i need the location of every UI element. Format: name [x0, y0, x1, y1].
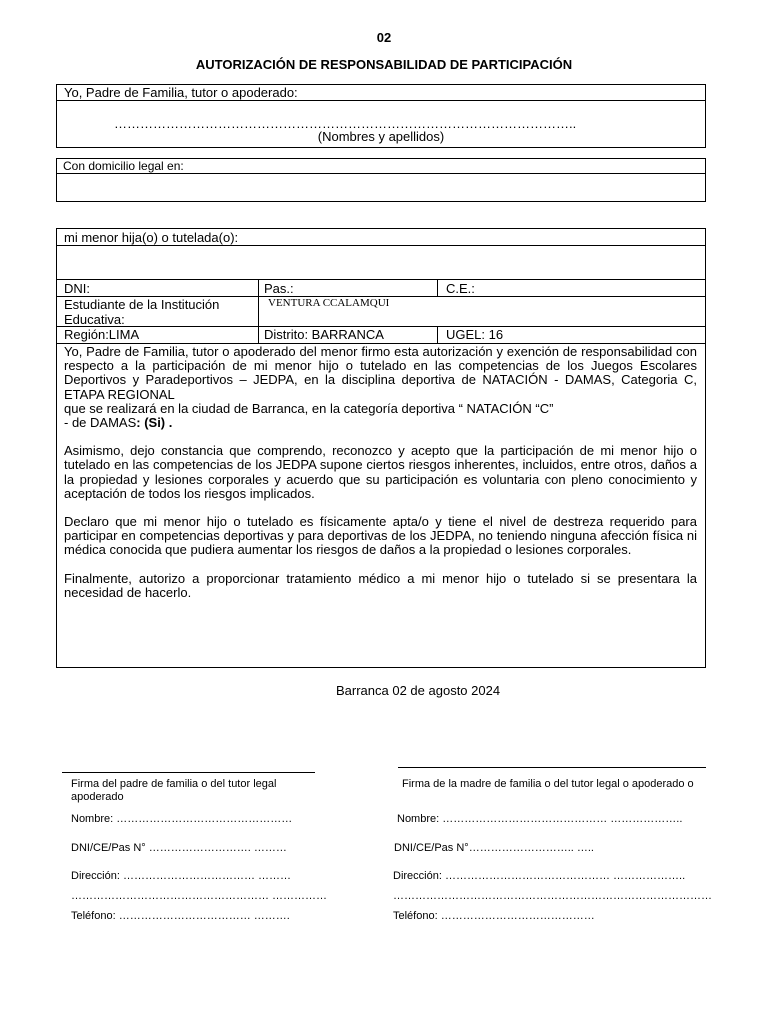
- left-dni: DNI/CE/Pas N° ………………………. ………: [71, 842, 287, 854]
- right-direccion: Dirección: ……………………………………… ………………..: [393, 870, 686, 882]
- damas-text: - de DAMAS: [64, 415, 137, 431]
- left-signature-caption: Firma del padre de familia o del tutor legal apoderado: [71, 778, 277, 803]
- paragraph-2: Asimismo, dejo constancia que comprendo, reconozco y acepto que la participación de mi menor hijo o tutelado en las competencias de los JEDPA supone ciertos riesgos inherentes, incluidos, entre otros, daños a la propiedad y lesiones corporales y acuerdo que su participación es voluntaria con pleno conocimiento y aceptación de todos los riesgos implicados.: [64, 443, 697, 501]
- right-signature-caption: Firma de la madre de familia o del tutor legal o apoderado o: [402, 778, 694, 790]
- left-direccion: Dirección: ……………………………… ………: [71, 870, 292, 882]
- right-dni: DNI/CE/Pas N°……………………….. …..: [394, 842, 594, 854]
- institution-label: Estudiante de la Institución Educativa:: [64, 297, 220, 327]
- dni-label: DNI:: [64, 281, 90, 296]
- ugel-value: UGEL: 16: [446, 327, 504, 342]
- parent-label: Yo, Padre de Familia, tutor o apoderado:: [64, 85, 298, 100]
- left-signature-line: [62, 772, 315, 773]
- damas-answer: : (Si) .: [136, 415, 173, 431]
- paragraph-1b: que se realizará en la ciudad de Barranca, en la categoría deportiva “ NATACIÓN “C”: [64, 400, 554, 416]
- pas-label: Pas.:: [264, 281, 294, 296]
- date-line: Barranca 02 de agosto 2024: [336, 683, 501, 698]
- paragraph-4: Finalmente, autorizo a proporcionar tratamiento médico a mi menor hijo o tutelado si se presentara la necesidad de hacerlo.: [64, 570, 697, 600]
- right-nombre: Nombre: ……………………………………… ………………..: [397, 813, 683, 825]
- left-nombre: Nombre: …………………………………………: [71, 813, 293, 825]
- parent-name-dots: ……………………………………………………………………………………………..: [114, 116, 577, 131]
- left-direccion-2: ……………………………………………… ……………: [71, 890, 328, 902]
- district-value: Distrito: BARRANCA: [264, 327, 384, 342]
- document-title: AUTORIZACIÓN DE RESPONSABILIDAD DE PARTICIPACIÓN: [195, 57, 573, 72]
- ce-label: C.E.:: [446, 281, 475, 296]
- paragraph-1c: [64, 416, 697, 430]
- authorization-body: [64, 345, 697, 600]
- paragraph-1: Yo, Padre de Familia, tutor o apoderado del menor firmo esta autorización y exención de responsabilidad con respecto a la participación de mi menor hijo o tutelado en las competencias de los Juegos Escolares Deportivos y Paradeportivos – JEDPA, en la disciplina deportiva de NATACIÓN - DAMAS, Categoria C, ETAPA REGIONAL: [64, 344, 697, 402]
- right-direccion-2: ……………………………………………………………………………: [393, 890, 712, 902]
- parent-name-caption: (Nombres y apellidos): [317, 129, 445, 144]
- institution-value: VENTURA CCALAMQUI: [268, 297, 390, 309]
- document-number: 02: [376, 30, 392, 45]
- region-value: Región:LIMA: [64, 327, 140, 342]
- minor-label: mi menor hija(o) o tutelada(o):: [64, 230, 239, 245]
- right-signature-line: [398, 767, 706, 768]
- address-label: Con domicilio legal en:: [63, 159, 184, 173]
- right-telefono: Teléfono: ……………………………………: [393, 910, 595, 922]
- left-telefono: Teléfono: ……………………………… ……….: [71, 910, 290, 922]
- paragraph-3: Declaro que mi menor hijo o tutelado es físicamente apta/o y tiene el nivel de destreza requerido para participar en competencias deportivas y para deportivas de los JEDPA, no teniendo ninguna afección física ni médica conocida que pudiera aumentar los riesgos de daños a la propiedad o lesiones corporales.: [64, 514, 697, 558]
